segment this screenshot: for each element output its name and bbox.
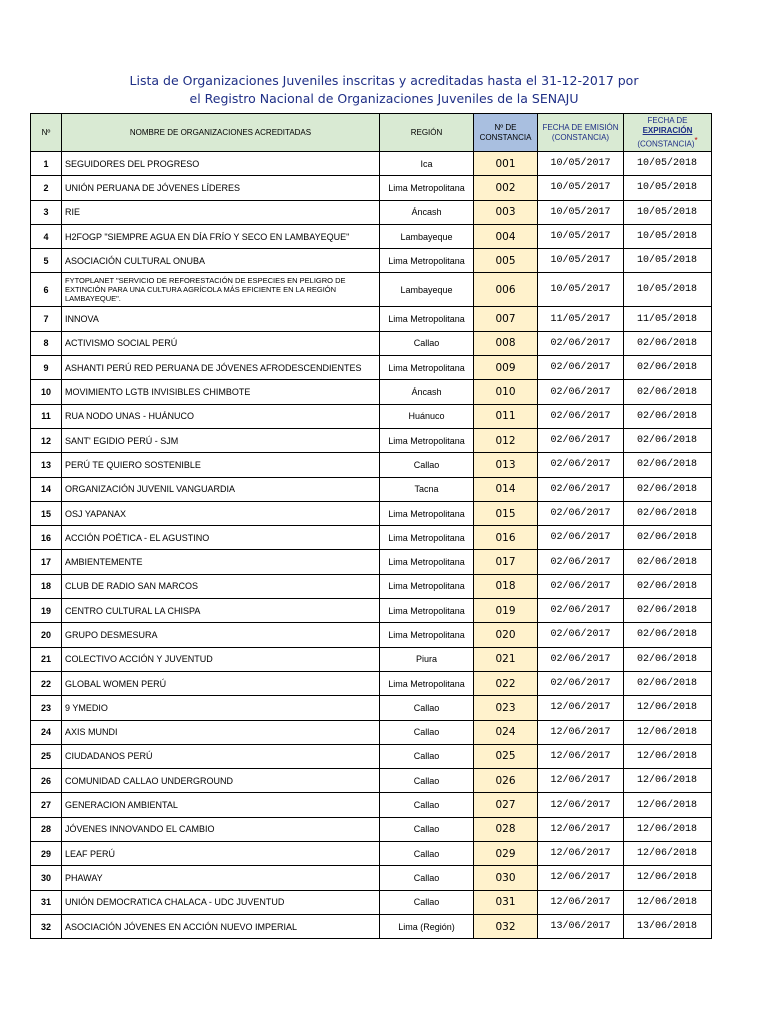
org-name: FYTOPLANET "SERVICIO DE REFORESTACIÓN DE ESPECIES EN PELIGRO DE EXTINCIÓN PARA UNA CULTURA AGRÍCOLA MÁS EFICIENTE EN LA REGIÓN LAMBAYEQUE".	[62, 273, 380, 307]
table-row	[31, 501, 712, 525]
expiration-date: 10/05/2018	[624, 200, 712, 224]
expiration-date: 02/06/2018	[624, 356, 712, 380]
emission-date: 02/06/2017	[538, 574, 624, 598]
expiration-date: 02/06/2018	[624, 550, 712, 574]
table-header-row	[31, 114, 712, 152]
emission-date: 12/06/2017	[538, 793, 624, 817]
expiration-date: 12/06/2018	[624, 696, 712, 720]
emission-date: 02/06/2017	[538, 647, 624, 671]
org-name: JÓVENES INNOVANDO EL CAMBIO	[62, 817, 380, 841]
org-name: ORGANIZACIÓN JUVENIL VANGUARDIA	[62, 477, 380, 501]
table-row	[31, 866, 712, 890]
table-row	[31, 477, 712, 501]
table-row	[31, 599, 712, 623]
org-name: ASHANTI PERÚ RED PERUANA DE JÓVENES AFRODESCENDIENTES	[62, 356, 380, 380]
expiration-date: 02/06/2018	[624, 404, 712, 428]
row-number: 26	[31, 769, 62, 793]
expiration-date: 02/06/2018	[624, 477, 712, 501]
emission-date: 10/05/2017	[538, 249, 624, 273]
title-line-1: Lista de Organizaciones Juveniles inscritas y acreditadas hasta el 31-12-2017 por	[129, 73, 639, 88]
row-number: 25	[31, 744, 62, 768]
constancia-number: 004	[474, 224, 538, 248]
constancia-number: 011	[474, 404, 538, 428]
table-row	[31, 574, 712, 598]
row-number: 28	[31, 817, 62, 841]
expiration-date: 02/06/2018	[624, 647, 712, 671]
row-number: 29	[31, 842, 62, 866]
emission-date: 02/06/2017	[538, 331, 624, 355]
emission-date: 02/06/2017	[538, 526, 624, 550]
table-row	[31, 744, 712, 768]
table-row	[31, 307, 712, 331]
emission-date: 12/06/2017	[538, 696, 624, 720]
emission-date: 10/05/2017	[538, 273, 624, 307]
asterisk-mark: *	[694, 135, 698, 145]
expiration-date: 02/06/2018	[624, 671, 712, 695]
expiration-date: 12/06/2018	[624, 720, 712, 744]
constancia-number: 022	[474, 671, 538, 695]
org-name: MOVIMIENTO LGTB INVISIBLES CHIMBOTE	[62, 380, 380, 404]
expiration-date: 02/06/2018	[624, 574, 712, 598]
table-row	[31, 380, 712, 404]
region: Lima Metropolitana	[380, 176, 474, 200]
header-exp-top: FECHA DE	[647, 115, 688, 125]
constancia-number: 012	[474, 428, 538, 452]
region: Callao	[380, 866, 474, 890]
table-row	[31, 671, 712, 695]
table-body	[31, 152, 712, 939]
emission-date: 12/06/2017	[538, 744, 624, 768]
row-number: 24	[31, 720, 62, 744]
table-row	[31, 623, 712, 647]
org-name: 9 YMEDIO	[62, 696, 380, 720]
table-row	[31, 890, 712, 914]
document-title	[0, 72, 768, 108]
row-number: 16	[31, 526, 62, 550]
row-number: 22	[31, 671, 62, 695]
header-exp-bottom: (CONSTANCIA)	[637, 139, 695, 149]
constancia-number: 023	[474, 696, 538, 720]
org-name: H2FOGP "SIEMPRE AGUA EN DÍA FRÍO Y SECO EN LAMBAYEQUE"	[62, 224, 380, 248]
row-number: 13	[31, 453, 62, 477]
emission-date: 12/06/2017	[538, 866, 624, 890]
org-name: OSJ YAPANAX	[62, 501, 380, 525]
org-name: GENERACION AMBIENTAL	[62, 793, 380, 817]
expiration-date: 10/05/2018	[624, 176, 712, 200]
constancia-number: 025	[474, 744, 538, 768]
table-row	[31, 453, 712, 477]
expiration-date: 02/06/2018	[624, 599, 712, 623]
region: Callao	[380, 720, 474, 744]
constancia-number: 010	[474, 380, 538, 404]
constancia-number: 030	[474, 866, 538, 890]
constancia-number: 028	[474, 817, 538, 841]
table-row	[31, 842, 712, 866]
region: Lima Metropolitana	[380, 599, 474, 623]
emission-date: 02/06/2017	[538, 623, 624, 647]
table-row	[31, 249, 712, 273]
table-row	[31, 720, 712, 744]
expiration-date: 02/06/2018	[624, 380, 712, 404]
emission-date: 02/06/2017	[538, 453, 624, 477]
region: Huánuco	[380, 404, 474, 428]
row-number: 12	[31, 428, 62, 452]
table-row	[31, 152, 712, 176]
row-number: 27	[31, 793, 62, 817]
row-number: 3	[31, 200, 62, 224]
row-number: 8	[31, 331, 62, 355]
expiration-date: 10/05/2018	[624, 152, 712, 176]
table-row	[31, 696, 712, 720]
constancia-number: 007	[474, 307, 538, 331]
region: Lambayeque	[380, 273, 474, 307]
expiration-date: 10/05/2018	[624, 273, 712, 307]
constancia-number: 008	[474, 331, 538, 355]
org-name: INNOVA	[62, 307, 380, 331]
constancia-number: 003	[474, 200, 538, 224]
table-row	[31, 647, 712, 671]
org-name: COLECTIVO ACCIÓN Y JUVENTUD	[62, 647, 380, 671]
org-name: GRUPO DESMESURA	[62, 623, 380, 647]
row-number: 32	[31, 914, 62, 938]
row-number: 10	[31, 380, 62, 404]
region: Lima Metropolitana	[380, 249, 474, 273]
expiration-date: 02/06/2018	[624, 331, 712, 355]
emission-date: 02/06/2017	[538, 477, 624, 501]
expiration-date: 02/06/2018	[624, 623, 712, 647]
region: Lima Metropolitana	[380, 307, 474, 331]
org-name: ASOCIACIÓN CULTURAL ONUBA	[62, 249, 380, 273]
org-name: AXIS MUNDI	[62, 720, 380, 744]
region: Piura	[380, 647, 474, 671]
region: Callao	[380, 817, 474, 841]
expiration-date: 10/05/2018	[624, 224, 712, 248]
region: Callao	[380, 793, 474, 817]
row-number: 15	[31, 501, 62, 525]
org-name: AMBIENTEMENTE	[62, 550, 380, 574]
region: Callao	[380, 890, 474, 914]
header-name: NOMBRE DE ORGANIZACIONES ACREDITADAS	[62, 114, 380, 152]
emission-date: 10/05/2017	[538, 200, 624, 224]
constancia-number: 019	[474, 599, 538, 623]
table-row	[31, 273, 712, 307]
row-number: 1	[31, 152, 62, 176]
region: Ica	[380, 152, 474, 176]
row-number: 11	[31, 404, 62, 428]
row-number: 17	[31, 550, 62, 574]
region: Tacna	[380, 477, 474, 501]
header-exp-mid: EXPIRACIÓN	[642, 125, 693, 135]
title-line-2: el Registro Nacional de Organizaciones Juveniles de la SENAJU	[189, 91, 579, 106]
row-number: 9	[31, 356, 62, 380]
table-row	[31, 404, 712, 428]
expiration-date: 12/06/2018	[624, 866, 712, 890]
constancia-number: 001	[474, 152, 538, 176]
region: Callao	[380, 744, 474, 768]
expiration-date: 02/06/2018	[624, 453, 712, 477]
row-number: 18	[31, 574, 62, 598]
constancia-number: 017	[474, 550, 538, 574]
constancia-number: 024	[474, 720, 538, 744]
emission-date: 10/05/2017	[538, 152, 624, 176]
constancia-number: 020	[474, 623, 538, 647]
table-row	[31, 356, 712, 380]
emission-date: 12/06/2017	[538, 769, 624, 793]
org-name: ASOCIACIÓN JÓVENES EN ACCIÓN NUEVO IMPERIAL	[62, 914, 380, 938]
org-name: SEGUIDORES DEL PROGRESO	[62, 152, 380, 176]
org-name: RIE	[62, 200, 380, 224]
expiration-date: 02/06/2018	[624, 501, 712, 525]
expiration-date: 12/06/2018	[624, 890, 712, 914]
region: Lima Metropolitana	[380, 356, 474, 380]
org-name: CENTRO CULTURAL LA CHISPA	[62, 599, 380, 623]
expiration-date: 11/05/2018	[624, 307, 712, 331]
emission-date: 10/05/2017	[538, 176, 624, 200]
constancia-number: 014	[474, 477, 538, 501]
org-name: LEAF PERÚ	[62, 842, 380, 866]
region: Lima Metropolitana	[380, 526, 474, 550]
table-row	[31, 176, 712, 200]
emission-date: 10/05/2017	[538, 224, 624, 248]
header-emision: FECHA DE EMISIÓN (CONSTANCIA)	[538, 114, 624, 152]
emission-date: 02/06/2017	[538, 428, 624, 452]
emission-date: 02/06/2017	[538, 356, 624, 380]
org-name: UNIÓN DEMOCRATICA CHALACA - UDC JUVENTUD	[62, 890, 380, 914]
constancia-number: 031	[474, 890, 538, 914]
region: Lima Metropolitana	[380, 501, 474, 525]
constancia-number: 026	[474, 769, 538, 793]
org-name: COMUNIDAD CALLAO UNDERGROUND	[62, 769, 380, 793]
row-number: 21	[31, 647, 62, 671]
table-row	[31, 817, 712, 841]
org-name: UNIÓN PERUANA DE JÓVENES LÍDERES	[62, 176, 380, 200]
header-constancia: Nº DE CONSTANCIA	[474, 114, 538, 152]
constancia-number: 018	[474, 574, 538, 598]
region: Callao	[380, 696, 474, 720]
row-number: 23	[31, 696, 62, 720]
emission-date: 02/06/2017	[538, 671, 624, 695]
row-number: 5	[31, 249, 62, 273]
header-expiracion	[624, 114, 712, 152]
constancia-number: 009	[474, 356, 538, 380]
org-name: RUA NODO UNAS - HUÁNUCO	[62, 404, 380, 428]
expiration-date: 10/05/2018	[624, 249, 712, 273]
region: Lima Metropolitana	[380, 428, 474, 452]
org-name: ACCIÓN POÉTICA - EL AGUSTINO	[62, 526, 380, 550]
organizations-table	[30, 113, 712, 939]
constancia-number: 015	[474, 501, 538, 525]
region: Lambayeque	[380, 224, 474, 248]
org-name: SANT' EGIDIO PERÚ - SJM	[62, 428, 380, 452]
region: Áncash	[380, 200, 474, 224]
emission-date: 12/06/2017	[538, 842, 624, 866]
table-row	[31, 224, 712, 248]
row-number: 19	[31, 599, 62, 623]
constancia-number: 027	[474, 793, 538, 817]
row-number: 6	[31, 273, 62, 307]
constancia-number: 002	[474, 176, 538, 200]
region: Callao	[380, 769, 474, 793]
region: Callao	[380, 842, 474, 866]
expiration-date: 02/06/2018	[624, 428, 712, 452]
org-name: PERÚ TE QUIERO SOSTENIBLE	[62, 453, 380, 477]
header-region: REGIÓN	[380, 114, 474, 152]
region: Lima Metropolitana	[380, 574, 474, 598]
table-row	[31, 331, 712, 355]
emission-date: 02/06/2017	[538, 404, 624, 428]
org-name: PHAWAY	[62, 866, 380, 890]
region: Callao	[380, 331, 474, 355]
constancia-number: 005	[474, 249, 538, 273]
emission-date: 02/06/2017	[538, 380, 624, 404]
region: Lima Metropolitana	[380, 550, 474, 574]
row-number: 31	[31, 890, 62, 914]
emission-date: 11/05/2017	[538, 307, 624, 331]
org-name: GLOBAL WOMEN PERÚ	[62, 671, 380, 695]
region: Lima Metropolitana	[380, 671, 474, 695]
emission-date: 02/06/2017	[538, 550, 624, 574]
table-row	[31, 428, 712, 452]
row-number: 30	[31, 866, 62, 890]
table-row	[31, 769, 712, 793]
constancia-number: 032	[474, 914, 538, 938]
table-row	[31, 526, 712, 550]
region: Callao	[380, 453, 474, 477]
emission-date: 12/06/2017	[538, 720, 624, 744]
emission-date: 02/06/2017	[538, 501, 624, 525]
row-number: 20	[31, 623, 62, 647]
emission-date: 12/06/2017	[538, 817, 624, 841]
table-row	[31, 793, 712, 817]
expiration-date: 12/06/2018	[624, 842, 712, 866]
table-row	[31, 550, 712, 574]
table-row	[31, 914, 712, 938]
region: Lima (Región)	[380, 914, 474, 938]
row-number: 7	[31, 307, 62, 331]
expiration-date: 12/06/2018	[624, 744, 712, 768]
row-number: 4	[31, 224, 62, 248]
region: Áncash	[380, 380, 474, 404]
region: Lima Metropolitana	[380, 623, 474, 647]
row-number: 14	[31, 477, 62, 501]
org-name: CLUB DE RADIO SAN MARCOS	[62, 574, 380, 598]
row-number: 2	[31, 176, 62, 200]
constancia-number: 021	[474, 647, 538, 671]
header-num: Nº	[31, 114, 62, 152]
expiration-date: 12/06/2018	[624, 769, 712, 793]
constancia-number: 016	[474, 526, 538, 550]
org-name: ACTIVISMO SOCIAL PERÚ	[62, 331, 380, 355]
table-row	[31, 200, 712, 224]
emission-date: 02/06/2017	[538, 599, 624, 623]
constancia-number: 006	[474, 273, 538, 307]
expiration-date: 12/06/2018	[624, 793, 712, 817]
constancia-number: 029	[474, 842, 538, 866]
constancia-number: 013	[474, 453, 538, 477]
emission-date: 13/06/2017	[538, 914, 624, 938]
expiration-date: 02/06/2018	[624, 526, 712, 550]
emission-date: 12/06/2017	[538, 890, 624, 914]
org-name: CIUDADANOS PERÚ	[62, 744, 380, 768]
expiration-date: 12/06/2018	[624, 817, 712, 841]
expiration-date: 13/06/2018	[624, 914, 712, 938]
